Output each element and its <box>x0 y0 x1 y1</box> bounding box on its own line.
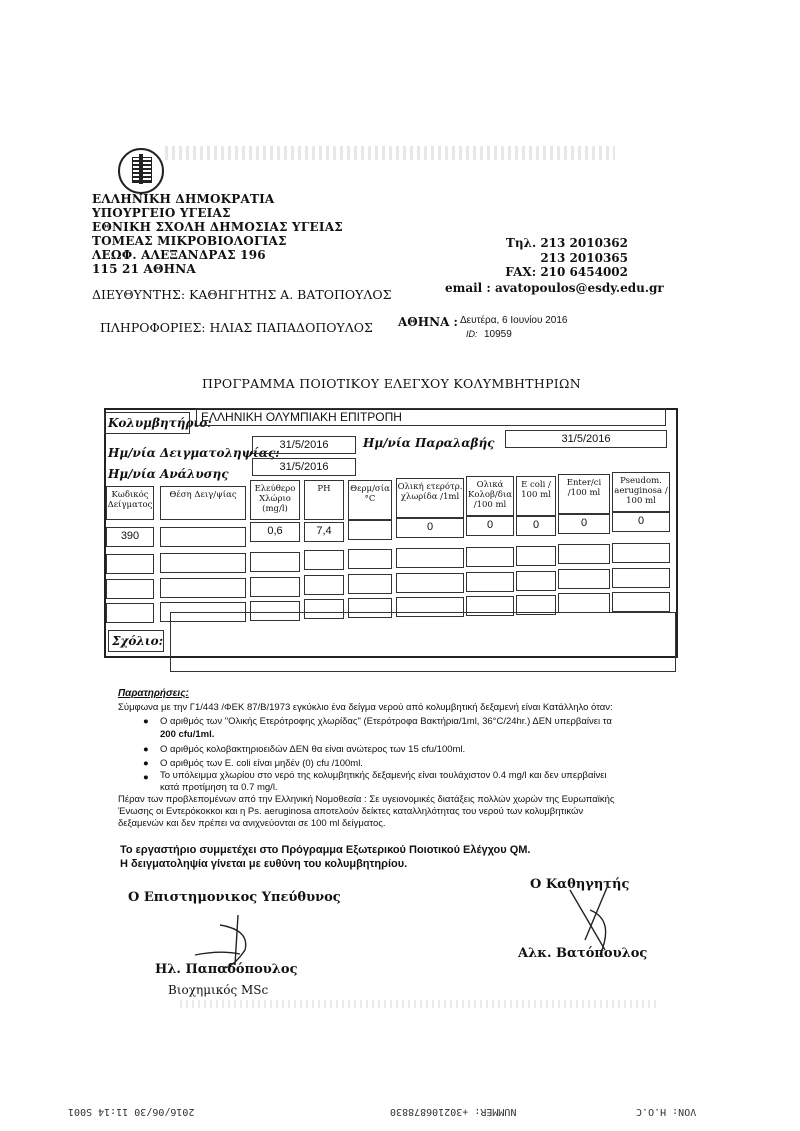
pool-value: ΕΛΛΗΝΙΚΗ ΟΛΥΜΠΙΑΚΗ ΕΠΙΤΡΟΠΗ <box>196 408 666 426</box>
table-cell <box>396 548 464 568</box>
pool-label: Κολυμβητήριο: <box>104 412 190 434</box>
table-cell <box>304 550 344 570</box>
table-cell: 0 <box>516 516 556 536</box>
column-header: PH <box>304 480 344 520</box>
bullet-icon: ● <box>143 772 149 783</box>
table-cell <box>106 554 154 574</box>
comment-label: Σχόλιο: <box>108 630 164 652</box>
left-signatory-name: Ηλ. Παπαδόπουλος <box>155 962 298 977</box>
table-cell <box>612 592 670 612</box>
remark-item: Ο αριθμός των "Ολικής Ετερότροφης χλωρίδας" (Ετερότροφα Βακτήρια/1ml, 36°C/24hr.) ΔΕΝ υπερβαίνει τα <box>160 716 612 727</box>
sampling-date-value: 31/5/2016 <box>252 436 356 454</box>
scan-noise <box>180 1000 660 1008</box>
letterhead-line: ΤΟΜΕΑΣ ΜΙΚΡΟΒΙΟΛΟΓΙΑΣ <box>92 234 287 248</box>
column-header: Ελεύθερο Χλώριο (mg/l) <box>250 480 300 520</box>
table-cell: 390 <box>106 527 154 547</box>
table-cell <box>160 527 246 547</box>
letterhead-line: ΛΕΩΦ. ΑΛΕΞΑΝΔΡΑΣ 196 <box>92 248 266 262</box>
table-cell: 0 <box>558 514 610 534</box>
id-value: 10959 <box>484 329 512 340</box>
left-signature-icon <box>190 910 280 970</box>
right-signatory-title: Ο Καθηγητής <box>530 877 630 892</box>
analysis-date-label: Ημ/νία Ανάλυσης <box>108 467 229 481</box>
form-title: ΠΡΟΓΡΑΜΜΑ ΠΟΙΟΤΙΚΟΥ ΕΛΕΓΧΟΥ ΚΟΛΥΜΒΗΤΗΡΙΩΝ <box>202 376 581 391</box>
letterhead <box>92 192 343 276</box>
column-header: Ολική ετερότρ. χλωρίδα /1ml <box>396 478 464 518</box>
remarks-paragraph: δεξαμενών και δεν πρέπει να ανιχνεύονται σε 100 ml δείγματος. <box>118 818 386 829</box>
remark-item: Ο αριθμός κολοβακτηριοειδών ΔΕΝ θα είναι ανώτερος των 15 cfu/100ml. <box>160 744 466 755</box>
table-cell <box>612 543 670 563</box>
remark-item: κατά προτίμηση τα 0.7 mg/l. <box>160 782 278 793</box>
remarks-paragraph: Πέραν των προβλεπομένων από την Ελληνική Νομοθεσία : Σε υγειονομικές διατάξεις πολλών χωρών της Ευρωπαϊκής <box>118 794 615 805</box>
table-cell <box>250 577 300 597</box>
bullet-icon: ● <box>143 716 149 727</box>
fax-number: FAX: 210 6454002 <box>505 265 628 279</box>
table-cell: 0 <box>466 516 514 536</box>
table-cell <box>558 593 610 613</box>
table-cell: 0 <box>396 518 464 538</box>
analysis-date-value: 31/5/2016 <box>252 458 356 476</box>
table-cell <box>348 549 392 569</box>
greek-coat-of-arms-icon <box>118 148 164 194</box>
remarks-paragraph: Ένωσης οι Εντερόκοκκοι και η Ps. aeruginosa αποτελούν δείκτες καταλληλότητας του νερού των κολυμβητικών <box>118 806 584 817</box>
letterhead-line: 115 21 ΑΘΗΝΑ <box>92 262 196 276</box>
scan-noise <box>165 146 615 160</box>
document-date: Δευτέρα, 6 Ιουνίου 2016 <box>460 315 568 326</box>
receipt-date-value: 31/5/2016 <box>505 430 667 448</box>
tel-2: 213 2010365 <box>540 251 628 265</box>
table-cell <box>516 571 556 591</box>
receipt-date-label: Ημ/νία Παραλαβής <box>363 436 495 450</box>
table-cell <box>250 552 300 572</box>
table-cell <box>160 553 246 573</box>
left-signatory-title: Ο Επιστημονικος Υπεύθυνος <box>128 890 341 905</box>
letterhead-line: ΥΠΟΥΡΓΕΙΟ ΥΓΕΙΑΣ <box>92 206 231 220</box>
table-cell <box>558 569 610 589</box>
id-label: ID: <box>466 329 478 339</box>
left-signatory-role: Βιοχημικός MSc <box>168 983 269 997</box>
remark-item: 200 cfu/1ml. <box>160 729 215 740</box>
bullet-icon: ● <box>143 744 149 755</box>
sampling-date-label: Ημ/νία Δειγματοληψίας: <box>108 446 280 460</box>
bullet-icon: ● <box>143 758 149 769</box>
table-cell <box>396 573 464 593</box>
table-cell <box>304 575 344 595</box>
table-cell <box>558 544 610 564</box>
comment-field[interactable] <box>170 612 676 672</box>
fax-footer-number: NUMMER: +302106878830 <box>390 1106 517 1117</box>
right-signatory-name: Αλκ. Βατόπουλος <box>518 946 648 961</box>
column-header: Θερμ/σία °C <box>348 480 392 520</box>
table-cell <box>612 568 670 588</box>
table-cell <box>516 546 556 566</box>
fax-footer-sender: VON: H.O.C <box>636 1106 697 1117</box>
table-cell <box>160 578 246 598</box>
table-cell <box>466 572 514 592</box>
table-cell <box>106 603 154 623</box>
info-contact: ΠΛΗΡΟΦΟΡΙΕΣ: ΗΛΙΑΣ ΠΑΠΑΔΟΠΟΥΛΟΣ <box>100 320 373 335</box>
column-header: Θέση Δειγ/ψίας <box>160 486 246 520</box>
remark-item: Ο αριθμός των E. coli είναι μηδέν (0) cfu /100ml. <box>160 758 363 769</box>
letterhead-line: ΕΛΛΗΝΙΚΗ ΔΗΜΟΚΡΑΤΙΑ <box>92 192 275 206</box>
table-cell: 7,4 <box>304 522 344 542</box>
email: email : avatopoulos@esdy.edu.gr <box>445 281 664 295</box>
column-header: Pseudom. aeruginosa / 100 ml <box>612 472 670 512</box>
director: ΔΙΕΥΘΥΝΤΗΣ: ΚΑΘΗΓΗΤΗΣ Α. ΒΑΤΟΠΟΥΛΟΣ <box>92 287 392 302</box>
statement-qm: Το εργαστήριο συμμετέχει στο Πρόγραμμα Εξωτερικού Ποιοτικού Ελέγχου QM. <box>120 844 531 856</box>
table-cell: 0 <box>612 512 670 532</box>
column-header: Κωδικός Δείγματος <box>106 486 154 520</box>
table-cell <box>348 520 392 540</box>
letterhead-line: ΕΘΝΙΚΗ ΣΧΟΛΗ ΔΗΜΟΣΙΑΣ ΥΓΕΙΑΣ <box>92 220 343 234</box>
remarks-heading: Παρατηρήσεις: <box>118 688 189 699</box>
remark-item: Το υπόλειμμα χλωρίου στο νερό της κολυμβητικής δεξαμενής είναι τουλάχιστον 0.4 mg/l και δεν υπερβαίνει <box>160 770 607 781</box>
remarks-intro: Σύμφωνα με την Γ1/443 /ΦΕΚ 87/Β/1973 εγκύκλιο ένα δείγμα νερού από κολυμβητική δεξαμενή είναι Κατάλληλο όταν: <box>118 702 613 713</box>
column-header: E coli / 100 ml <box>516 476 556 516</box>
tel-1: Τηλ. 213 2010362 <box>505 236 628 250</box>
column-header: Ολικά Κολοβ/δια /100 ml <box>466 476 514 516</box>
table-cell <box>466 547 514 567</box>
statement-sampling: Η δειγματοληψία γίνεται με ευθύνη του κολυμβητηρίου. <box>120 858 408 870</box>
column-header: Enter/ci /100 ml <box>558 474 610 514</box>
city-label: ΑΘΗΝΑ : <box>398 315 458 329</box>
table-cell <box>348 574 392 594</box>
fax-footer-timestamp: 2016/06/30 11:14 S001 <box>68 1106 195 1117</box>
table-cell <box>106 579 154 599</box>
table-cell: 0,6 <box>250 522 300 542</box>
